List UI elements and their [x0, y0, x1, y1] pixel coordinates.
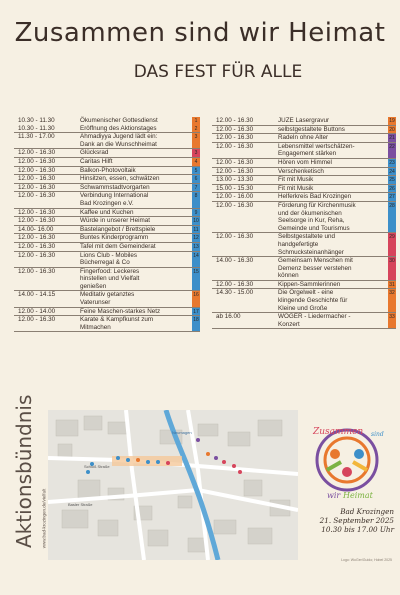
program-event: Lebensmittel wertschätzen- Engagement stärken [278, 142, 355, 158]
program-event: Helferkreis Bad Krozingen [278, 193, 352, 201]
program-time: 14.00- 16.00 [18, 225, 54, 233]
program-number-badge: 11 [193, 226, 199, 233]
event-city: Bad Krozingen [340, 507, 394, 516]
program-row [14, 291, 200, 307]
program-number-badge: 12 [193, 235, 199, 242]
program-event: Gemeinsam Menschen mit Demenz besser verstehen können [278, 257, 353, 280]
program-time: 12.00 - 16.30 [18, 242, 56, 250]
map-graphic [48, 410, 298, 560]
program-event: Würde in unserer Heimat [80, 217, 150, 225]
program-event: Ahmadiyya Jugend lädt ein: Dank an die Wunschheimat [80, 133, 158, 148]
program-time: 12.00 - 16.30 [18, 166, 56, 174]
program-event: JUZE Lasergravur [278, 117, 330, 124]
program-row [14, 217, 200, 226]
program-row [14, 167, 200, 176]
program-time: 12.00 - 16.30 [216, 280, 254, 288]
aktionsbuendnis-label: Aktionsbündnis [12, 394, 36, 548]
program-number-badge: 16 [192, 291, 200, 306]
program-event: Fit mit Musik [278, 176, 314, 184]
program-number-badge: 26 [389, 185, 395, 192]
event-hours: 10.30 bis 17.00 Uhr [321, 525, 394, 534]
program-time: 12.00 - 16.30 [216, 167, 254, 175]
program-number-badge: 5 [192, 167, 200, 175]
program-time: 12.00 - 16.30 [18, 157, 56, 165]
program-row [14, 192, 200, 208]
program-row [14, 117, 200, 133]
program-row [212, 143, 396, 159]
program-event: Feine Maschen-starkes Netz [80, 307, 161, 315]
program-event: Kaffee und Kuchen [80, 208, 134, 216]
program-row [212, 159, 396, 168]
program-event: Tafel mit dem Gemeinderat [80, 242, 156, 250]
image-credit: Logo: WoGer/Guido; Hobel 2025 [341, 558, 392, 562]
program-number-badge: 15 [192, 268, 200, 291]
program-time: 12.00 - 16.30 [216, 134, 254, 142]
website-url: www.bad-krozingen.de/vielfalt [41, 488, 47, 549]
program-number-badge: 22 [388, 143, 396, 158]
program-time: 11.30 - 17.00 [18, 133, 55, 141]
program-event: Fingerfood: Leckeres hinstellen und Vielfalt genießen [80, 267, 140, 290]
program-number-badge: 1 2 [192, 117, 200, 132]
program-event: Caritas Hilft [80, 157, 113, 165]
program-time: 12.00 - 16.30 [18, 316, 56, 324]
program-event: Balkon-Photovoltaik [80, 166, 136, 174]
program-row [14, 149, 200, 158]
program-time: 12.00 - 16.30 [18, 251, 56, 259]
event-date: 21. September 2025 [319, 516, 394, 525]
program-number-badge: 32 [388, 289, 396, 312]
program-event: Förderung für Kirchenmusik und der ökumenischen Seelsorge in Kur, Reha, Gemeinde und Tourismus [278, 201, 356, 232]
program-row [14, 175, 200, 184]
program-row [14, 158, 200, 167]
program-row [212, 126, 396, 135]
program-event: Schwammstadtvorgarten [80, 183, 150, 191]
program-time: 12.00 - 16.30 [216, 117, 254, 124]
program-number-badge: 6 [192, 175, 200, 183]
program-row [212, 257, 396, 281]
program-time: 12.00 - 14.00 [18, 307, 56, 315]
program-number-badge: 21 [389, 135, 395, 142]
program-time: 15.00 - 15.30 [216, 184, 254, 192]
program-number-badge: 8 [192, 192, 200, 207]
svg-text:Heimat: Heimat [343, 491, 373, 500]
program-event: selbstgestaltete Buttons [278, 125, 345, 133]
program-time: 12.00 - 16.30 [216, 142, 254, 150]
program-event: WOGER - Liedermacher - Konzert [278, 313, 351, 328]
program-number-badge: 30 [388, 257, 396, 280]
program-number-badge: 31 [389, 281, 395, 288]
program-time: 12.00 - 16.30 [18, 192, 56, 200]
program-number-badge: 18 [192, 316, 200, 331]
map-label-neumagen: Neumagen [172, 430, 192, 435]
program-event: Hören vom Himmel [278, 158, 332, 166]
program-event: Fit mit Musik [278, 184, 314, 192]
program-number-badge: 3 [192, 149, 200, 157]
page-subtitle: DAS FEST FÜR ALLE [133, 62, 303, 82]
program-event: Buntes Kinderprogramm [80, 234, 149, 242]
program-number-badge: 13 [193, 243, 199, 250]
map-label-basler: Basler Straße [68, 502, 93, 507]
program-row [212, 193, 396, 202]
program-event: Die Orgelwelt - eine klingende Geschichte für Kleine und Große [278, 289, 348, 312]
program-time: 14.00 - 14.15 [18, 291, 56, 299]
program-time: 12.00 - 16.30 [216, 201, 254, 209]
program-number-badge: 4 [192, 158, 200, 166]
program-row [14, 252, 200, 268]
program-time: 12.00 - 16.30 [18, 234, 56, 242]
program-row [14, 268, 200, 292]
program-row [212, 134, 396, 143]
program-time: 14.30 - 15.00 [216, 289, 254, 297]
program-row [212, 185, 396, 194]
program-row [14, 308, 200, 317]
program-row [14, 226, 200, 235]
program-time: 12.00 - 16.30 [18, 217, 56, 225]
program-event: Meditativ getanztes Vaterunser [80, 291, 135, 307]
program-row [212, 281, 396, 290]
program-row [212, 202, 396, 233]
program-number-badge: 28 [388, 202, 396, 232]
program-number-badge: 25 [389, 177, 395, 184]
program-event: Verbindung International Bad Krozingen e.V. [80, 192, 149, 207]
program-event: Kippen-Sammlerinnen [278, 280, 341, 288]
program-row [14, 133, 200, 149]
program-number-badge: 9 [192, 209, 200, 217]
program-row [14, 184, 200, 193]
map-label-schloss: Schloß Straße [84, 464, 110, 469]
program-time: 13.00 - 13.30 [216, 176, 254, 184]
zusammen-sind-wir-heimat-logo [305, 418, 389, 502]
event-info [300, 507, 394, 534]
program-row [14, 316, 200, 332]
program-number-badge: 27 [389, 194, 395, 201]
program-event: Hinsitzen, essen, schwätzen [80, 175, 160, 183]
svg-text:sind: sind [371, 431, 384, 438]
program-row [212, 168, 396, 177]
program-event: Ökumenischer Gottesdienst Eröffnung des Aktionstages [80, 117, 158, 132]
program-time: 12.00 - 16.30 [216, 158, 254, 166]
svg-text:wir: wir [327, 491, 341, 500]
program-time: 12.00 - 16.30 [18, 208, 56, 216]
program-event: Bastelangebot / Brettspiele [80, 225, 156, 233]
program-number-badge: 14 [192, 252, 200, 267]
program-number-badge: 10 [193, 218, 199, 225]
page-title: Zusammen sind wir Heimat [14, 18, 386, 48]
program-event: Radeln ohne Alter [278, 134, 329, 142]
program-number-badge: 19 [389, 118, 395, 124]
program-time: ab 16.00 [216, 313, 241, 321]
program-time: 12.00 - 16.30 [18, 183, 56, 191]
program-time: 10.30 - 11.30 10.30 - 11.30 [18, 117, 55, 132]
program-row [212, 313, 396, 329]
program-event: Glücksrad [80, 149, 109, 157]
program-row [212, 233, 396, 257]
program-row [14, 243, 200, 252]
program-time: 14.00 - 16.30 [216, 257, 254, 265]
program-event: Verschenketisch [278, 167, 324, 175]
program-number-badge: 3 [192, 133, 200, 148]
program-row [14, 234, 200, 243]
aktionsbuendnis-sidebar [4, 394, 47, 550]
program-row [212, 117, 396, 126]
program-list-right [212, 117, 396, 329]
program-row [212, 289, 396, 313]
event-map [48, 410, 298, 560]
program-row [212, 176, 396, 185]
program-list-left [14, 117, 200, 332]
program-time: 12.00 - 16.00 [216, 193, 254, 201]
program-event: Lions Club - Mobiles Bücherregal & Co [80, 251, 138, 267]
program-number-badge: 29 [388, 233, 396, 256]
program-event: Selbstgestaltete und handgefertigte Schmucksteinanhänger [278, 233, 344, 256]
program-number-badge: 7 [192, 184, 200, 192]
program-time: 12.00 - 16.30 [18, 267, 56, 275]
program-number-badge: 20 [389, 126, 395, 133]
program-number-badge: 33 [388, 313, 396, 328]
program-time: 12.00 - 16.30 [18, 149, 56, 157]
program-time: 12.00 - 16.30 [216, 233, 254, 241]
program-time: 12.00 - 16.30 [18, 175, 56, 183]
program-event: Karate & Kampfkunst zum Mitmachen [80, 316, 154, 331]
svg-text:Zusammen: Zusammen [313, 427, 364, 437]
program-number-badge: 17 [193, 308, 199, 315]
program-number-badge: 24 [389, 168, 395, 175]
program-row [14, 209, 200, 218]
program-time: 12.00 - 16.30 [216, 125, 254, 133]
program-number-badge: 23 [389, 159, 395, 166]
